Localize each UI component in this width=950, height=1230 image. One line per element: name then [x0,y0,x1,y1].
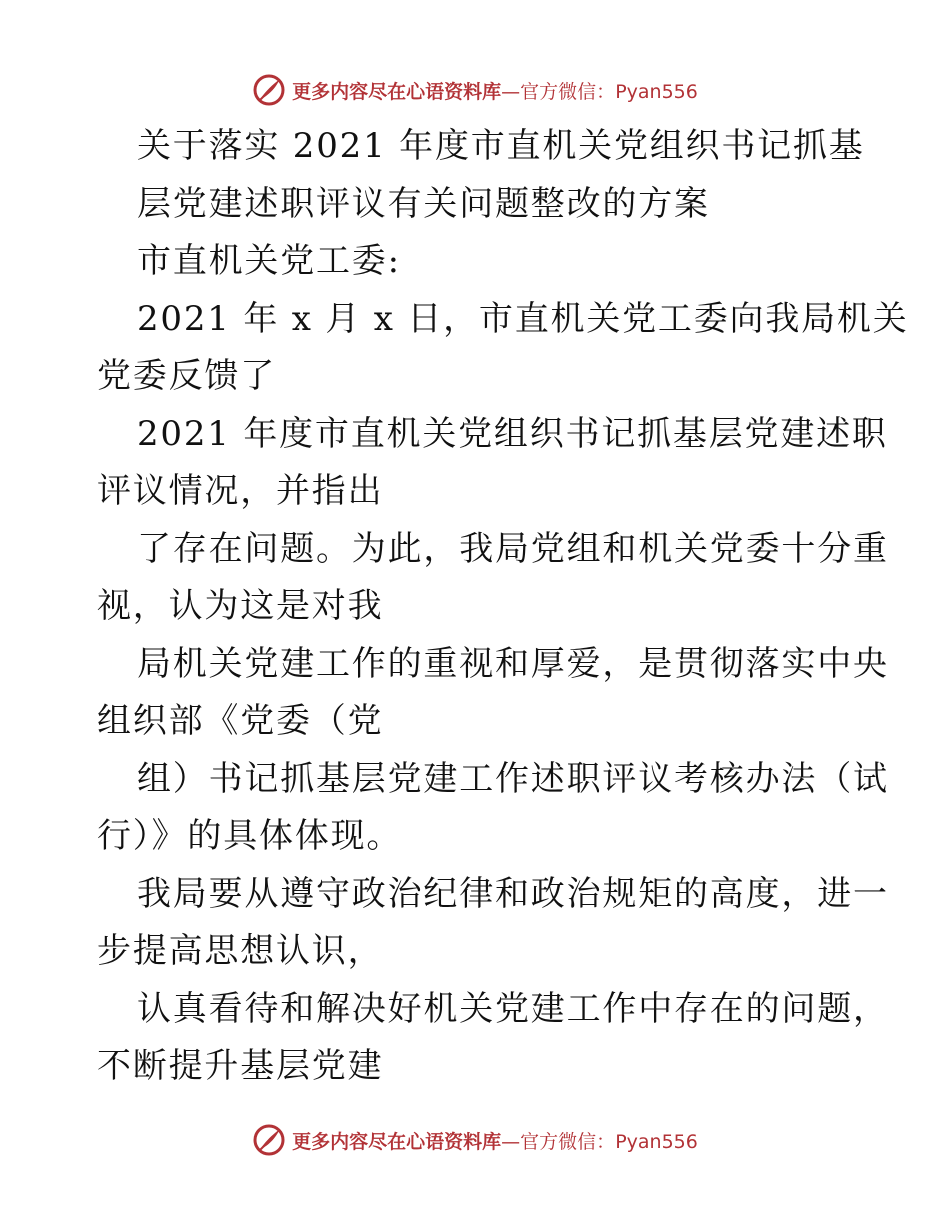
watermark-highlight: 更多内容尽在心语资料库 [292,80,502,103]
watermark-wechat-id: Pyan556 [615,80,698,103]
watermark-wechat-id: Pyan556 [615,1130,698,1153]
document-line: 市直机关党工委: [137,241,401,281]
red-feather-logo-icon [252,73,286,107]
document-line: 行）》的具体体现。 [97,816,403,856]
watermark-header [0,70,950,110]
red-feather-logo-icon [252,1123,286,1157]
document-line: 组织部《党委（党 [97,701,384,741]
document-line: 评议情况，并指出 [97,471,384,511]
document-body [97,118,909,1096]
document-line: 层党建述职评议有关问题整改的方案 [137,183,710,224]
watermark-dash: — [501,1130,521,1153]
watermark-official: 官方微信： [520,1130,616,1153]
watermark-footer [0,1120,950,1160]
document-line: 了存在问题。为此，我局党组和机关党委十分重 [137,528,889,569]
watermark-text [292,77,698,104]
document-line: 视，认为这是对我 [97,586,384,626]
watermark-text [292,1127,698,1154]
document-line: 关于落实 2021 年度市直机关党组织书记抓基 [137,126,865,166]
document-line: 步提高思想认识， [97,931,384,971]
document-line: 组）书记抓基层党建工作述职评议考核办法（试 [137,758,889,799]
document-line: 2021 年 x 月 x 日，市直机关党工委向我局机关 [137,298,909,339]
document-line: 局机关党建工作的重视和厚爱，是贯彻落实中央 [137,643,889,684]
watermark-highlight: 更多内容尽在心语资料库 [292,1130,502,1153]
watermark-official: 官方微信： [520,80,616,103]
document-line: 认真看待和解决好机关党建工作中存在的问题， [137,988,889,1029]
document-line: 2021 年度市直机关党组织书记抓基层党建述职 [137,413,888,454]
watermark-dash: — [501,80,521,103]
document-line: 不断提升基层党建 [97,1046,384,1086]
document-line: 党委反馈了 [97,356,276,396]
document-line: 我局要从遵守政治纪律和政治规矩的高度，进一 [137,873,889,914]
